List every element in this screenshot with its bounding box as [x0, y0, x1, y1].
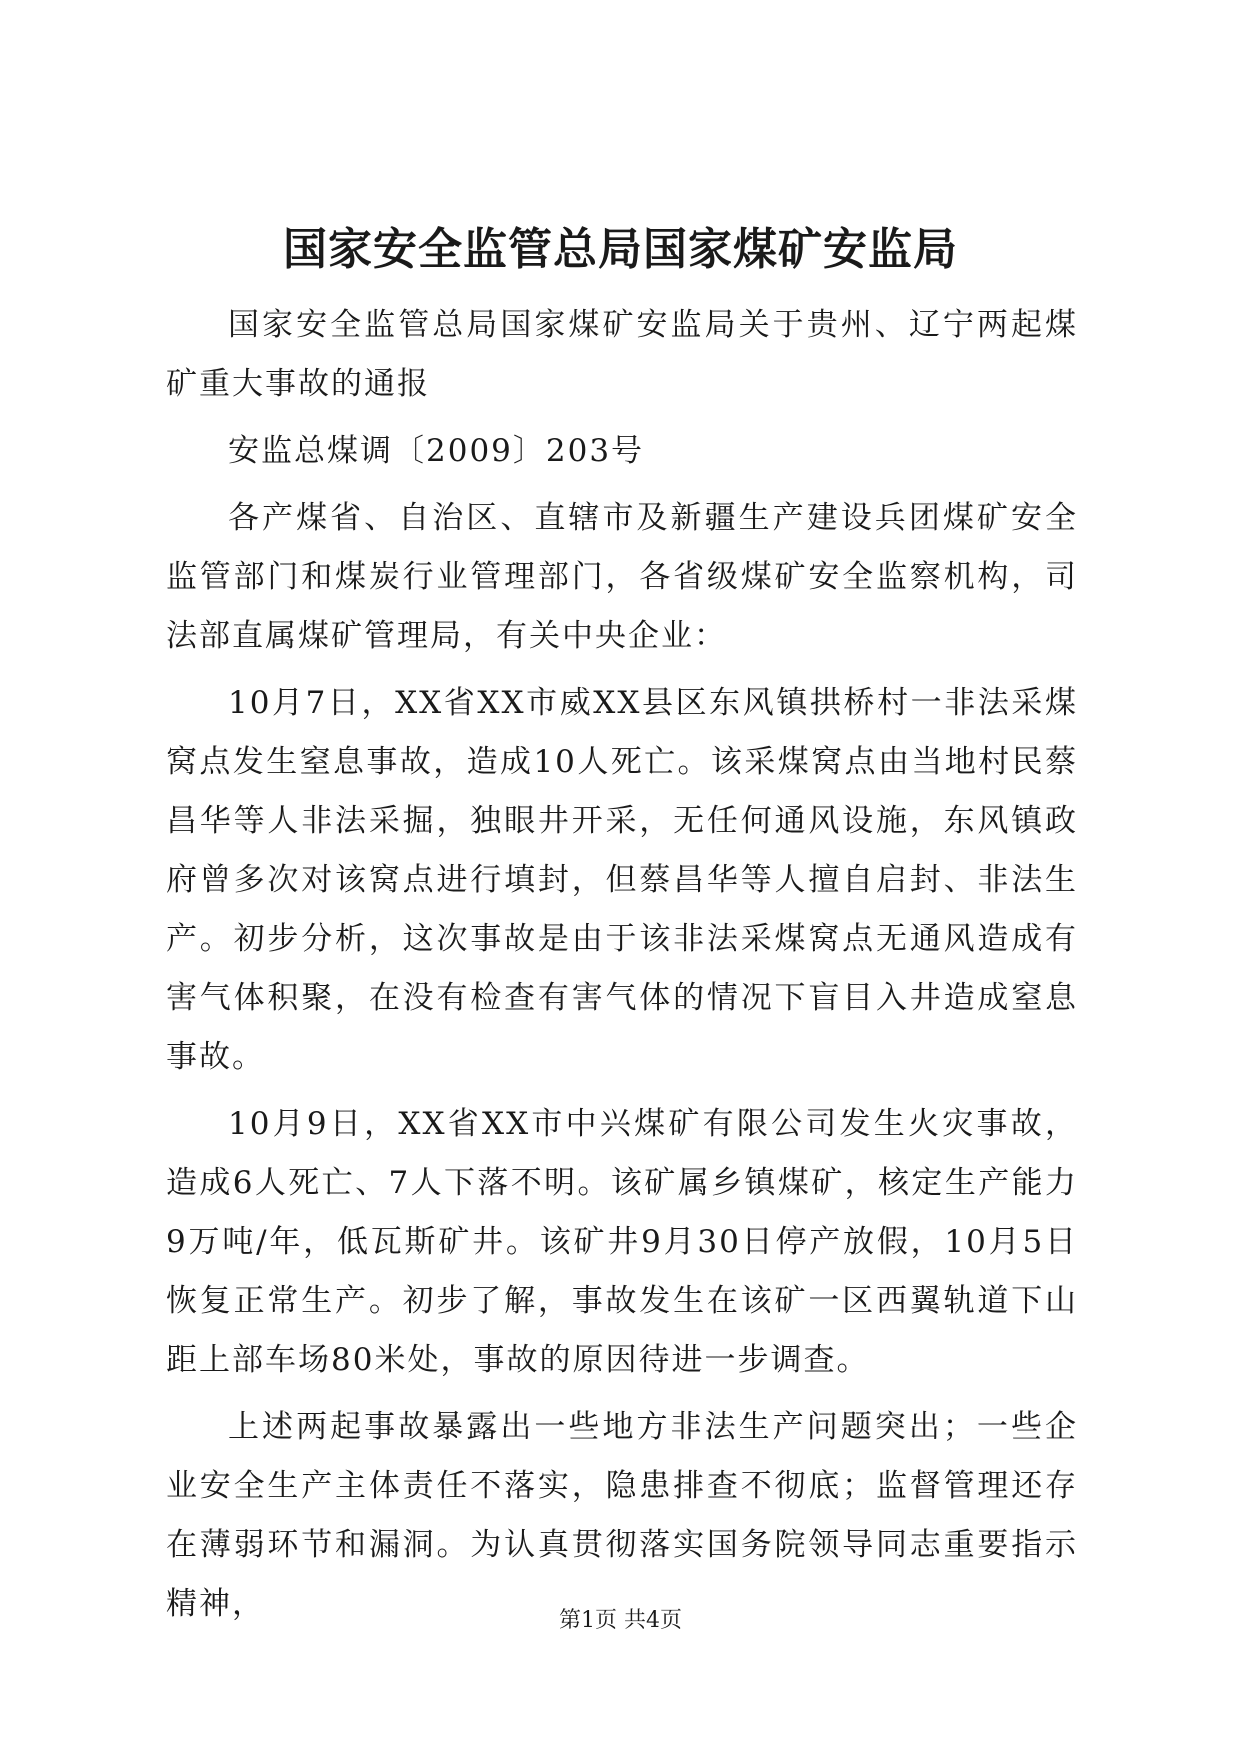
- paragraph-incident-2: 10月9日，XX省XX市中兴煤矿有限公司发生火灾事故，造成6人死亡、7人下落不明。该矿属乡镇煤矿，核定生产能力9万吨/年，低瓦斯矿井。该矿井9月30日停产放假，10月5日恢复正常生产。初步了解，事故发生在该矿一区西翼轨道下山距上部车场80米处，事故的原因待进一步调查。: [166, 1106, 1078, 1378]
- page-footer: 第1页 共4页: [559, 1608, 682, 1633]
- paragraph-document-number: 安监总煤调〔2009〕203号: [228, 433, 645, 469]
- paragraph-incident-1: 10月7日，XX省XX市威XX县区东风镇拱桥村一非法采煤窝点发生窒息事故，造成10人死亡。该采煤窝点由当地村民蔡昌华等人非法采掘，独眼井开采，无任何通风设施，东风镇政府曾多次对该窝点进行填封，但蔡昌华等人擅自启封、非法生产。初步分析，这次事故是由于该非法采煤窝点无通风造成有害气体积聚，在没有检查有害气体的情况下盲目入井造成窒息事故。: [166, 685, 1078, 1075]
- paragraph-heading: 国家安全监管总局国家煤矿安监局关于贵州、辽宁两起煤矿重大事故的通报: [166, 307, 1078, 402]
- document-title: 国家安全监管总局国家煤矿安监局: [283, 224, 958, 275]
- paragraph-recipients: 各产煤省、自治区、直辖市及新疆生产建设兵团煤矿安全监管部门和煤炭行业管理部门，各省级煤矿安全监察机构，司法部直属煤矿管理局，有关中央企业：: [166, 500, 1078, 654]
- document-body: [166, 296, 1078, 1642]
- paragraph-analysis: 上述两起事故暴露出一些地方非法生产问题突出；一些企业安全生产主体责任不落实，隐患排查不彻底；监督管理还存在薄弱环节和漏洞。为认真贯彻落实国务院领导同志重要指示精神，: [166, 1409, 1078, 1622]
